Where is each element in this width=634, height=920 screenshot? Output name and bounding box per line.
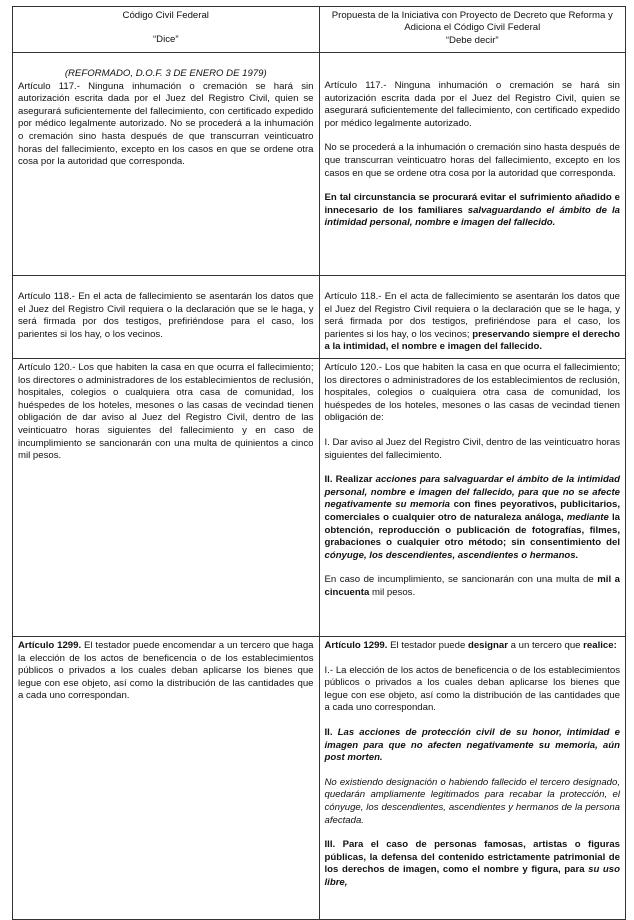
article-1299-realice: realice: — [583, 639, 617, 651]
article-1299-current-text — [18, 640, 314, 703]
article-117-row — [13, 53, 626, 276]
article-118-current — [13, 276, 320, 359]
article-117-current — [13, 53, 320, 276]
article-1299-body-2: a un tercero que — [507, 639, 584, 651]
header-row — [13, 7, 626, 53]
article-120-frac-ii-bold: con fines peyorativos, publicitarios, comerciales o cualquier otro de naturaleza análoga, — [324, 499, 620, 523]
article-120-row — [13, 358, 626, 636]
article-117-proposed-p3 — [325, 192, 621, 230]
article-120-frac-ii-mediante: mediante — [566, 511, 609, 523]
article-118-row — [13, 276, 626, 359]
article-117-proposed-p2: No se procederá a la inhumación o cremación sino hasta después de que transcurran veinticuatro horas del fallecimiento, excepto en los casos en que se ordene otra cosa por la autoridad que corresponda. — [324, 142, 620, 179]
article-1299-row — [13, 636, 626, 919]
article-120-current — [13, 358, 320, 636]
article-117-proposed-p1: Artículo 117.- Ninguna inhumación o cremación se hará sin autorización escrita dada por el Juez del Registro Civil, quien se asegurará suficientemente del fallecimiento, con certificado expedido por médico legalmente autorizado. — [324, 80, 620, 129]
article-1299-proposed-p4: No existiendo designación o habiendo fallecido el tercero designado, quedarán ampliamente legitimados para recabar la protección, el cónyuge, los descendientes, ascendientes y hermanos de la persona afectada. — [324, 776, 620, 826]
article-120-frac-ii-bold-2: la obtención, reproducción o publicación de fotografías, filmes, grabaciones o cualquier otro método; sin consentimiento del — [324, 511, 620, 549]
article-1299-frac-ii-label: II. — [324, 726, 338, 738]
article-117-proposed — [319, 53, 626, 276]
article-1299-proposed-p3 — [325, 727, 621, 765]
article-1299-proposed — [319, 636, 626, 919]
article-1299-frac-iii-italic: su uso libre, — [324, 864, 620, 888]
header-right-cell — [319, 7, 626, 53]
article-1299-proposed-p5 — [325, 839, 621, 889]
article-117-current-text: Artículo 117.- Ninguna inhumación o cremación se hará sin autorización escrita dada por el Juez del Registro Civil, quien se asegurará suficientemente del fallecimiento, con certificado expedido por médico legalmente autorizado. No se procederá a la inhumación o cremación sino hasta después de que transcurran veinticuatro horas del fallecimiento, excepto en los casos en que se ordene otra cosa por la autoridad que corresponda. — [18, 80, 314, 168]
right-column-subtitle: “Debe decir” — [445, 34, 499, 46]
article-120-proposed — [319, 358, 626, 636]
comparison-table — [12, 6, 626, 920]
article-1299-current-body: El testador puede encomendar a un tercero que haga la elección de los actos de beneficencia o de los establecimientos públicos o privados a los cuales deban aplicarse los bienes que legue con ese objeto, así como la distribución de las cantidades que a cada uno correspondan. — [18, 639, 314, 702]
header-left-cell — [13, 7, 320, 53]
article-117-added-text: En tal circunstancia se procurará evitar el sufrimiento añadido e innecesario de los familiares — [324, 192, 620, 216]
article-120-penalty-end: mil pesos. — [369, 586, 416, 598]
reform-note: (REFORMADO, D.O.F. 3 DE ENERO DE 1979) — [64, 68, 267, 79]
article-1299-current — [13, 636, 320, 919]
article-1299-label: Artículo 1299. — [18, 639, 82, 651]
article-120-current-text: Artículo 120.- Los que habiten la casa en que ocurra el fallecimiento; los directores o administradores de los establecimientos de reclusión, hospitales, colegios o cualquiera otra casa de comunidad, los huéspedes de los hoteles, mesones o las casas de vecindad tienen obligación de dar aviso al Juez del Registro Civil, dentro de las veinticuatro horas siguientes del fallecimiento y en caso de incumplimiento se sancionarán con una multa de quinientos a cinco mil pesos. — [18, 361, 314, 462]
article-120-proposed-p2: I. Dar aviso al Juez del Registro Civil, dentro de las veinticuatro horas siguientes del fallecimiento. — [324, 436, 620, 461]
left-column-title: Código Civil Federal — [122, 10, 209, 21]
article-118-proposed-base: Artículo 118.- En el acta de fallecimiento se asentarán los datos que el Juez del Registro Civil requiera o la declaración que se le haga, y será firmada por dos testigos, prefiriéndose para el caso, los parientes si los hay, o los vecinos; — [324, 291, 620, 340]
article-1299-proposed-p2: I.- La elección de los actos de beneficencia o de los establecimientos públicos o privados a los cuales deban aplicarse los bienes que legue con ese objeto, así como la distribución de las cantidades que a cada uno correspondan. — [324, 664, 620, 714]
article-118-proposed — [319, 276, 626, 359]
article-120-proposed-p1: Artículo 120.- Los que habiten la casa en que ocurra el fallecimiento; los directores o administradores de los establecimientos de reclusión, hospitales, colegios o cualquiera otra casa de comunidad, los huéspedes de los hoteles, mesones o las casas de vecindad tienen obligación de: — [324, 361, 620, 424]
article-120-proposed-p4 — [325, 574, 621, 599]
article-1299-designar: designar — [467, 639, 508, 651]
article-120-proposed-p3 — [325, 474, 621, 562]
article-120-penalty-text: En caso de incumplimiento, se sancionarán con una multa de — [324, 574, 598, 586]
article-1299-proposed-p1 — [325, 640, 621, 653]
article-120-frac-ii-relatives: cónyuge, los descendientes, ascendientes o hermanos. — [324, 549, 579, 561]
article-120-frac-ii-italic: acciones para salvaguardar el ámbito de la intimidad personal, nombre e imagen del fallecido, para que no se afecte negativamente su memoria — [324, 474, 621, 511]
article-1299-proposed-label: Artículo 1299. — [324, 639, 388, 651]
left-column-subtitle: “Dice” — [152, 34, 179, 46]
article-118-proposed-text — [325, 291, 621, 354]
article-120-frac-ii-label: II. Realizar — [324, 474, 376, 486]
right-column-title: Propuesta de la Iniciativa con Proyecto de Decreto que Reforma y Adiciona el Código Civil Federal — [331, 10, 613, 34]
article-1299-proposed-body: El testador puede — [387, 639, 468, 651]
article-117-added-italic: salvaguardando el ámbito de la intimidad personal, nombre e imagen del fallecido. — [324, 204, 620, 229]
article-118-added-text: preservando siempre el derecho a la intimidad, el nombre e imagen del fallecido. — [324, 328, 620, 353]
article-118-current-text: Artículo 118.- En el acta de fallecimiento se asentarán los datos que el Juez del Registro Civil requiera o la declaración que se le haga, y será firmada por dos testigos, prefiriéndose para el caso, los parientes si los hay, o los vecinos. — [18, 291, 314, 340]
article-1299-frac-ii-text: Las acciones de protección civil de su honor, intimidad e imagen para que no afecten negativamente su memoria, aún post morten. — [324, 726, 620, 764]
article-1299-frac-iii-text: III. Para el caso de personas famosas, artistas o figuras públicas, la defensa del contenido estrictamente patrimonial de los derechos de imagen, como el nombre y figura, para — [324, 839, 620, 876]
article-120-penalty-amount: mil a cincuenta — [324, 574, 620, 598]
